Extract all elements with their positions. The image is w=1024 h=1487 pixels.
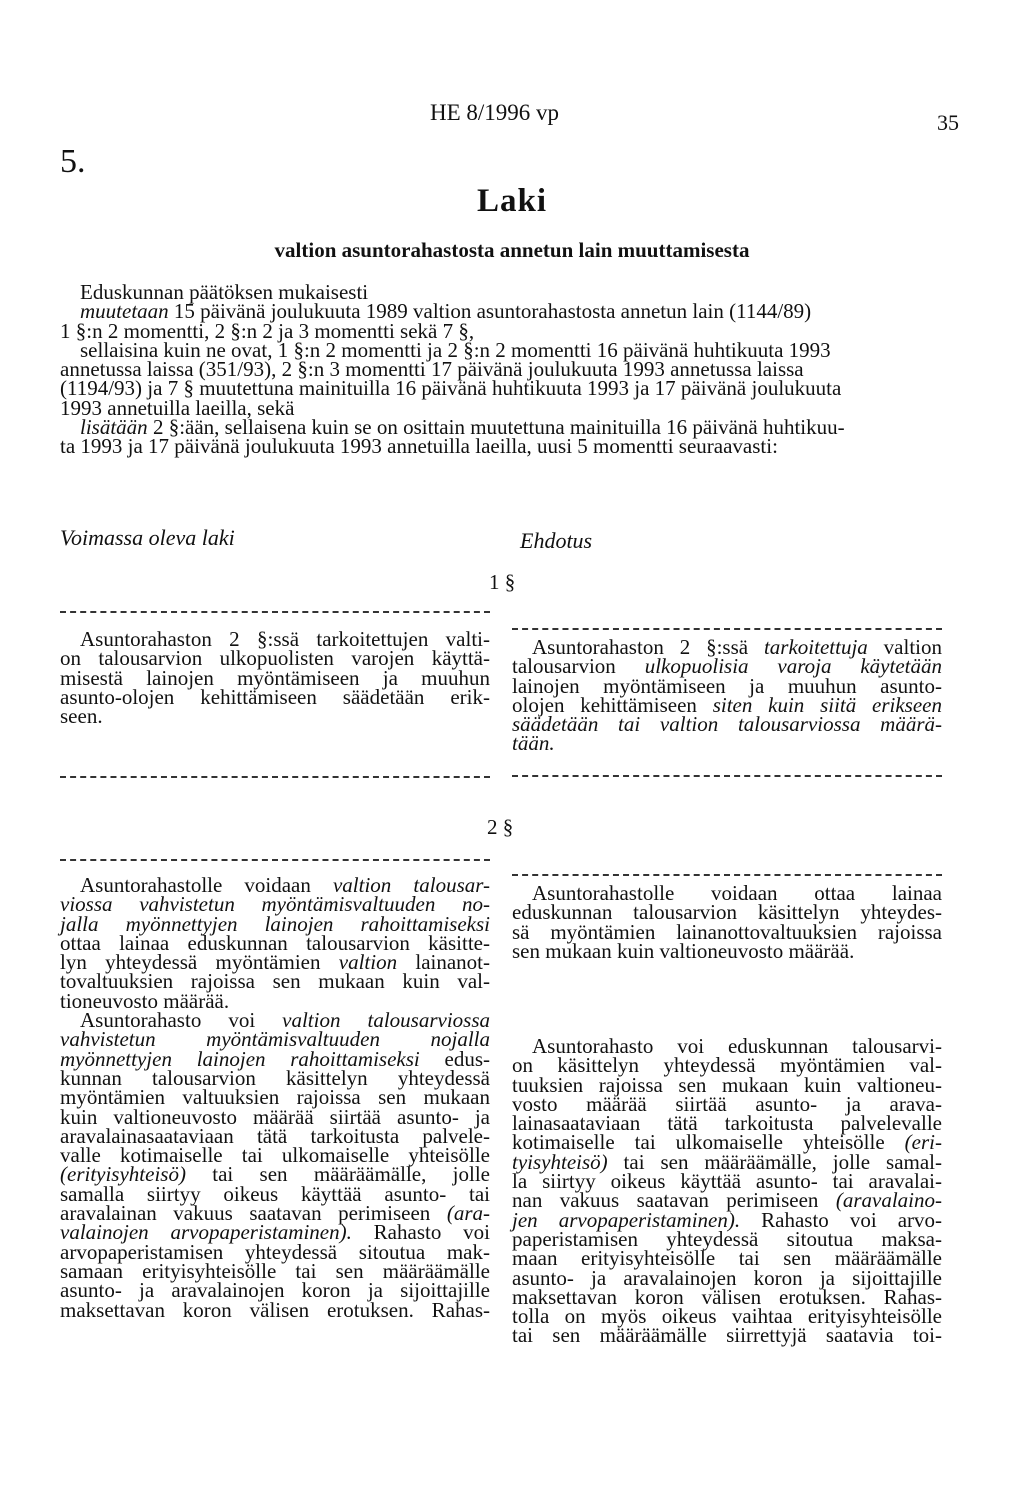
text-line: Asuntorahastolle voidaan ottaa lainaa [532,881,942,905]
text-line: aravalainasaataviaan tätä tarkoitusta palvele- [60,1123,490,1148]
intro-line: 1 §:n 2 momentti, 2 §:n 2 ja 3 momentti sekä 7 §, [60,318,475,343]
text-italic: jen arvopaperistaminen). [512,1207,741,1232]
text-line: sä myöntämien lainanottovaltuuksien rajoissa [512,919,942,944]
section-2-proposal-text-p1 [512,881,942,963]
text-span: Rahasto voi arvo- [740,1207,943,1232]
text-line: tai sen määräämälle siirrettyjä saatavia toi- [512,1323,942,1348]
text-italic: tarkoitettuja [763,635,868,659]
text-line [512,731,942,756]
text-italic: valtion [338,950,398,975]
text-line: maksettavan koron välisen erotuksen. Rahas- [512,1284,942,1309]
text-line: tuuksien rajoissa sen mukaan kuin valtioneu- [512,1072,942,1097]
text-line: asunto-olojen kehittämiseen säädetään erik- [60,684,490,709]
text-span: Asuntorahaston 2 §:ssä [532,635,764,659]
text-span: Asuntorahasto voi [80,1008,283,1033]
text-line: eduskunnan talousarvion käsittelyn yhteydes- [512,900,942,925]
law-subtitle: valtion asuntorahastosta annetun lain muuttamisesta [274,238,750,262]
intro-line: (1194/93) ja 7 § muutettuna mainituilla 16 päivänä huhtikuuta 1993 ja 17 päivänä joulukuuta [60,376,842,401]
text-line [512,712,942,737]
text-line: kuin valtioneuvosto määrää siirtää asunto- ja [60,1104,490,1129]
intro-line: annetussa laissa (351/93), 2 §:n 3 momentti 17 päivänä joulukuuta 1993 annetussa laissa [60,357,804,382]
law-title: Laki [476,183,548,219]
intro-line: ta 1993 ja 17 päivänä joulukuuta 1993 annetuilla laeilla, uusi 5 momentti seuraavasti: [60,434,778,459]
intro-line: sellaisina kuin ne ovat, 1 §:n 2 momentti ja 2 §:n 2 momentti 16 päivänä huhtikuuta 1993 [80,337,831,362]
text-span: nan vakuus saatavan perimiseen [512,1188,836,1213]
text-span: tai sen määräämälle, jolle [185,1162,490,1187]
text-line: Asuntorahaston 2 §:ssä tarkoitettujen valti- [80,627,490,651]
intro-italic: lisätään [80,415,148,440]
text-line: arvopaperistamisen yhteydessä sitoutua mak- [60,1239,490,1264]
text-line: tioneuvosto määrää. [60,988,230,1013]
text-span: lyn yhteydessä myöntämien [60,950,339,975]
section-1-proposal-text [512,635,942,756]
text-italic: (erityisyhteisö) [60,1162,186,1187]
text-line: myöntämien valtuuksien rajoissa sen mukaan [60,1085,490,1110]
text-line: seen. [60,704,103,729]
text-span: kotimaiselle tai ulkomaiselle yhteisölle [512,1130,905,1155]
intro-line: 1993 annetuilla laeilla, sekä [60,395,295,420]
intro-line-rest: 15 päivänä joulukuuta 1989 valtion asuntorahastosta annetun lain (1144/89) [168,299,812,324]
text-italic: siten kuin siitä erikseen [712,692,942,717]
column-heading-current-law: Voimassa oleva laki [60,525,235,550]
text-span: lainanot- [397,950,490,975]
dashed-separator [512,775,942,777]
text-line: maan erityisyhteisölle tai sen määräämälle [512,1246,942,1271]
text-line: lainojen myöntämiseen ja muuhun asunto- [512,673,942,698]
text-italic: tään. [512,731,555,756]
text-span: olojen kehittämiseen [512,692,713,717]
text-italic: säädetään tai valtion talousarviossa määrä- [512,712,942,737]
text-line: tolla on myös oikeus vaihtaa erityisyhteisölle [512,1304,942,1329]
text-line: ottaa lainaa eduskunnan talousarvion käsitte- [60,930,490,955]
text-italic: tyisyhteisö) [512,1149,608,1174]
text-italic: (eri- [904,1130,942,1155]
section-1-mark: 1 § [489,570,516,594]
text-italic: jalla myönnettyjen lainojen rahoittamiseksi [60,911,490,936]
text-italic: myönnettyjen lainojen rahoittamiseksi [60,1046,420,1071]
section-number: 5. [60,143,86,180]
text-line: vosto määrää siirtää asunto- ja arava- [512,1091,942,1116]
text-line: samaan erityisyhteisölle tai sen määräämälle [60,1258,490,1283]
text-line: kunnan talousarvion käsittelyn yhteydessä [60,1065,490,1090]
text-line: samalla siirtyy oikeus käyttää asunto- tai [60,1181,490,1206]
text-line: misestä lainojen myöntämiseen ja muuhun [60,665,490,690]
text-line: asunto- ja aravalainojen koron ja sijoittajille [512,1265,942,1290]
text-italic: ulkopuolisia varoja käytetään [644,654,942,679]
text-italic: valtion talousarviossa [282,1008,490,1033]
intro-line-rest: 2 §:ään, sellaisena kuin se on osittain muutettuna mainituilla 16 päivänä huhtikuu- [147,415,845,440]
section-2-current-text [60,873,490,1322]
intro-line: Eduskunnan päätöksen mukaisesti [80,280,369,304]
dashed-separator [512,874,942,876]
section-1-current-text [60,627,490,729]
text-span: Asuntorahastolle voidaan [80,873,333,897]
dashed-separator [60,776,490,778]
intro-italic: muutetaan [80,299,169,324]
section-2-mark: 2 § [487,815,514,839]
text-italic: vahvistetun myöntämisvaltuuden nojalla [60,1027,490,1052]
text-span: talousarvion [512,654,645,679]
intro-text [60,280,960,459]
text-line: Asuntorahasto voi eduskunnan talousarvi- [532,1034,942,1058]
text-span: tai sen määräämälle, jolle samal- [607,1149,942,1174]
document-code: HE 8/1996 vp [430,100,560,125]
text-line: la siirtyy oikeus käyttää asunto- tai aravalai- [512,1169,942,1194]
text-line: sen mukaan kuin valtioneuvosto määrää. [512,938,855,963]
column-heading-proposal: Ehdotus [520,528,593,553]
text-italic: valtion talousar- [332,873,490,897]
text-line: on käsittelyn yhteydessä myöntämien val- [512,1053,942,1078]
page-number: 35 [937,110,959,135]
text-line: maksettavan koron välisen erotuksen. Rahas- [60,1297,490,1322]
text-italic: valainojen arvopaperistaminen). [60,1220,352,1245]
dashed-separator [512,628,942,630]
text-line: tovaltuuksien rajoissa sen mukaan kuin val- [60,969,490,994]
text-line: asunto- ja aravalainojen koron ja sijoittajille [60,1278,490,1303]
text-italic: (ara- [446,1201,490,1226]
text-span: edus- [419,1046,490,1071]
text-line: on talousarvion ulkopuolisten varojen käyttä- [60,646,490,671]
text-line: paperistamisen yhteydessä sitoutua maksa- [512,1226,942,1251]
text-span: valtion [867,635,942,659]
text-italic: viossa vahvistetun myöntämisvaltuuden no- [60,892,490,917]
dashed-separator [60,611,490,613]
text-span: aravalainan vakuus saatavan perimiseen [60,1201,447,1226]
text-line: valle kotimaiselle tai ulkomaiselle yhteisölle [60,1143,490,1168]
dashed-separator [60,859,490,861]
section-2-proposal-text-p2 [512,1034,943,1348]
text-span: Rahasto voi [351,1220,490,1245]
text-italic: (aravalaino- [835,1188,942,1213]
text-line: lainasaataviaan tätä tarkoitusta palvelevalle [512,1111,942,1136]
